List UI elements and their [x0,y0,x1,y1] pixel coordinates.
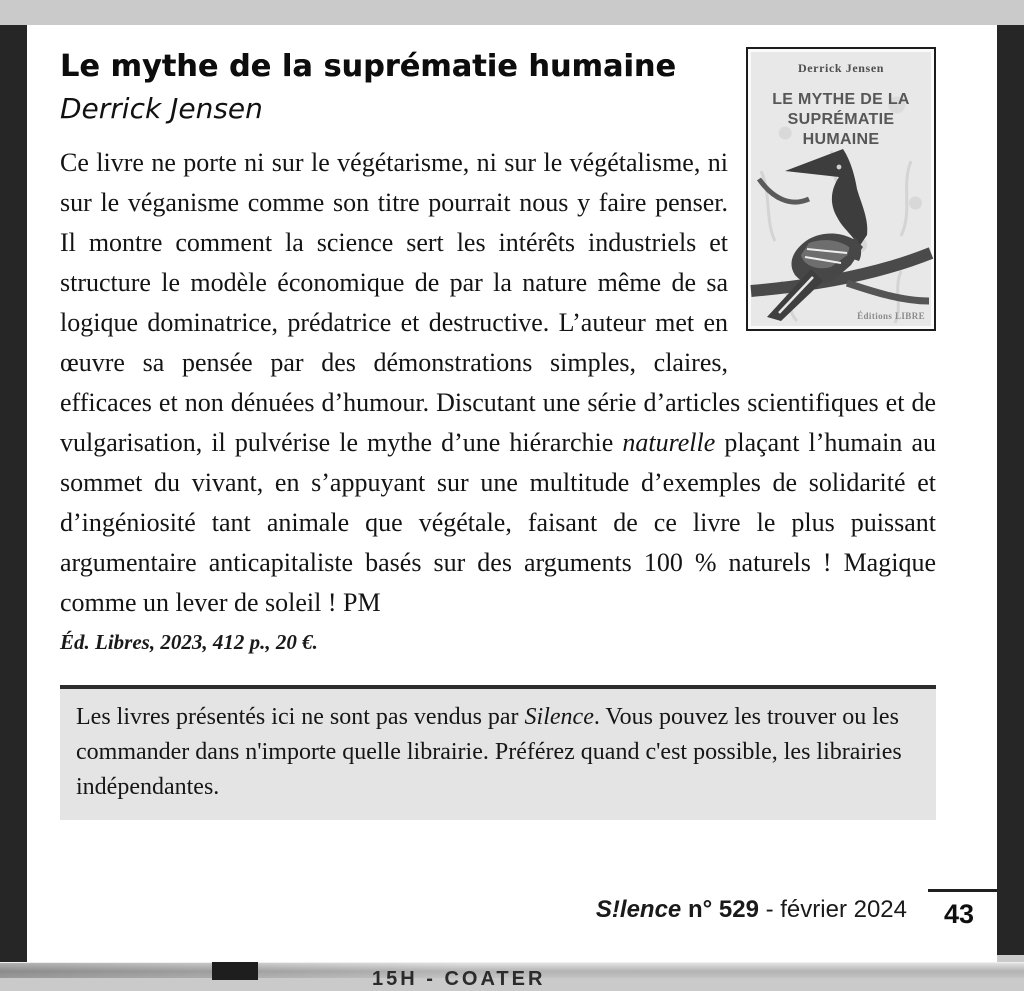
notice-text-2: . Vous pouvez les trouver ou les commander dans n'importe quelle librairie. Préférez quand c'est possible, les librairies indépendantes. [76,704,902,800]
bookshop-notice-box [60,685,936,820]
review-body-text: Ce livre ne porte ni sur le végétarisme, ni sur le végétalisme, ni sur le véganisme comme son titre pourrait nous y faire penser. Il montre comment la science sert les intérêts industriels et structure le modèle économique de par la nature même de sa logique dominatrice, prédatrice et destructive. L’auteur met en œuvre sa pensée par des démonstrations simples, claires, efficaces et non dénuées d’humour. Discutant une série d’articles scientifiques et de vulgarisation, il pulvérise le mythe d’une hiérarchie [60,148,936,457]
left-page-edge-bar [0,25,27,962]
issue-date: - février 2024 [765,896,907,923]
magazine-page [27,25,997,962]
magazine-footer [596,896,907,924]
edition-info: Éd. Libres, 2023, 412 p., 20 €. [60,630,318,654]
cover-author: Derrick Jensen [797,61,885,75]
next-page-partial-text: 15H - COATER [372,968,546,990]
notice-magazine-name: Silence [524,704,594,730]
next-page-black-block [212,962,258,980]
bird-illustration [751,141,931,326]
page-number: 43 [943,899,975,929]
cover-publisher: Éditions LIBRE [857,311,925,321]
book-cover [746,47,936,331]
notice-text: Les livres présentés ici ne sont pas vendus par [76,704,525,730]
article-title: Le mythe de la suprématie humaine [60,49,677,84]
cover-title-line1: LE MYTHE DE LA [772,91,910,108]
cover-title [748,90,934,150]
review-body-italic-word: naturelle [622,428,716,457]
next-page-preview-strip [0,962,1024,990]
article-author: Derrick Jensen [60,92,263,125]
review-body-text-2: plaçant l’humain au sommet du vivant, en s’appuyant sur une multitude d’exemples de solidarité et d’ingéniosité tant animale que végétale, faisant de ce livre le plus puissant argumentaire anticapitaliste basés sur des arguments 100 % naturels ! Magique comme un lever de soleil ! PM [60,428,936,617]
magazine-name: S!lence [595,896,682,923]
issue-number: n° 529 [687,896,759,923]
book-review-article [60,49,936,820]
page-number-rule [928,889,997,892]
right-page-edge-bar [997,25,1024,955]
cover-title-line2: SUPRÉMATIE HUMAINE [787,111,895,148]
